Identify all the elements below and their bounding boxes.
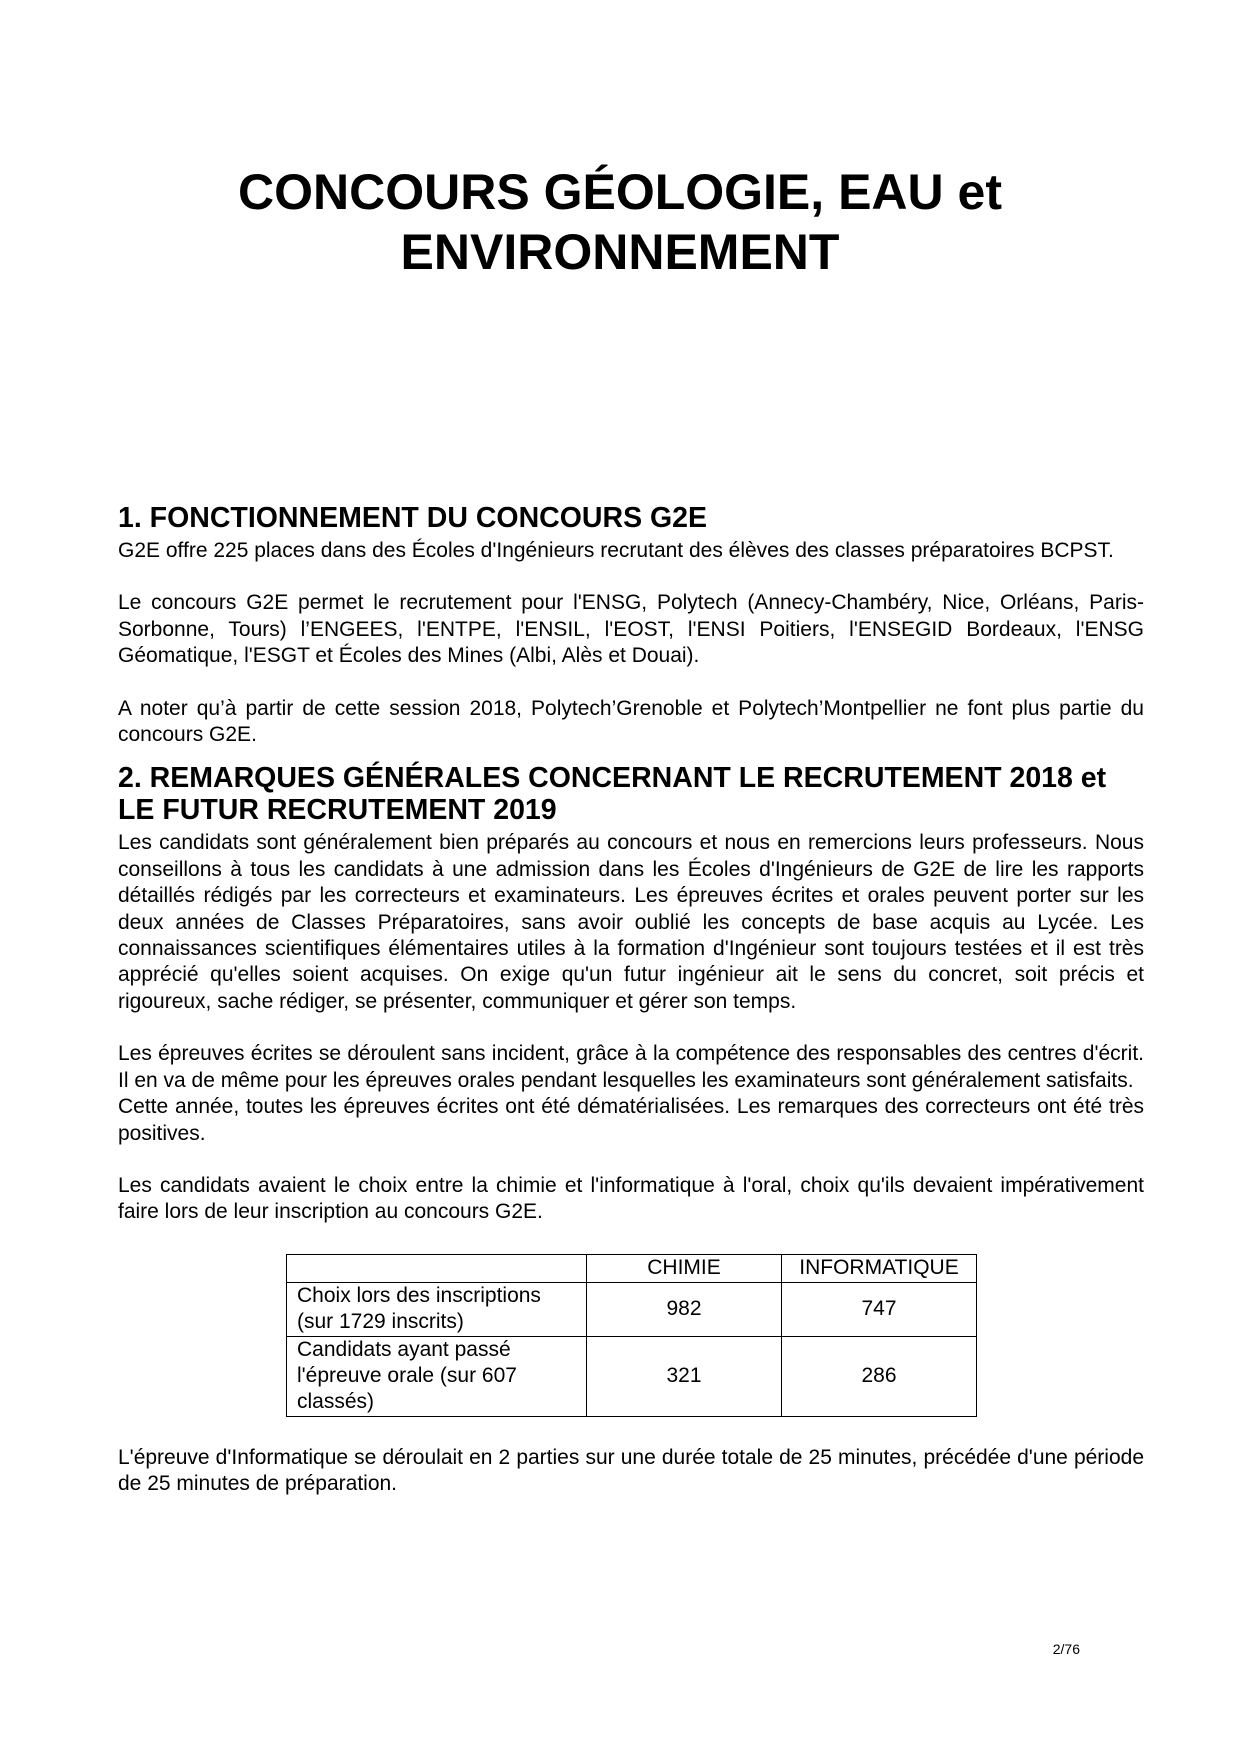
document-title — [150, 162, 1090, 282]
document-title-line-1: CONCOURS GÉOLOGIE, EAU et — [238, 164, 1002, 220]
section-1-heading: 1. FONCTIONNEMENT DU CONCOURS G2E — [118, 502, 708, 534]
section-1-paragraph-3: A noter qu’à partir de cette session 2018, Polytech’Grenoble et Polytech’Montpellier ne font plus partie du concours G2E. — [118, 696, 1144, 747]
table-row — [287, 1336, 977, 1416]
table-header-chimie: CHIMIE — [587, 1254, 782, 1282]
table-cell-chimie: 982 — [587, 1282, 782, 1336]
section-2-paragraph-2: Les épreuves écrites se déroulent sans incident, grâce à la compétence des responsables des centres d'écrit. Il en va de même pour les épreuves orales pendant lesquelles les examinateurs sont généralement satisfaits. — [118, 1042, 1144, 1092]
table-header-informatique: INFORMATIQUE — [782, 1254, 977, 1282]
section-2-closing-paragraph: L'épreuve d'Informatique se déroulait en 2 parties sur une durée totale de 25 minutes, précédée d'une période de 25 minutes de préparation. — [118, 1445, 1144, 1496]
section-2-paragraph-3: Cette année, toutes les épreuves écrites ont été dématérialisées. Les remarques des correcteurs ont été très positives. — [118, 1095, 1144, 1145]
document-body — [118, 502, 1144, 1498]
table-header-row — [287, 1254, 977, 1282]
section-2-paragraph-4: Les candidats avaient le choix entre la chimie et l'informatique à l'oral, choix qu'ils devaient impérativement faire lors de leur inscription au concours G2E. — [118, 1173, 1144, 1224]
table-header-cell-empty — [287, 1254, 587, 1282]
document-title-line-2: ENVIRONNEMENT — [400, 224, 840, 280]
table-row-label: Choix lors des inscriptions (sur 1729 inscrits) — [287, 1282, 587, 1336]
section-2-heading-line-2: LE FUTUR RECRUTEMENT 2019 — [118, 794, 557, 827]
table-cell-chimie: 321 — [587, 1336, 782, 1416]
table-cell-informatique: 286 — [782, 1336, 977, 1416]
section-2-heading — [118, 762, 1144, 826]
table-row — [287, 1282, 977, 1336]
section-2-heading-line-1: 2. REMARQUES GÉNÉRALES CONCERNANT LE RECRUTEMENT 2018 et — [118, 762, 1107, 795]
oral-choice-table-wrapper — [118, 1254, 1144, 1417]
table-row-label: Candidats ayant passé l'épreuve orale (sur 607 classés) — [287, 1336, 587, 1416]
section-2-paragraph-1: Les candidats sont généralement bien préparés au concours et nous en remercions leurs professeurs. Nous conseillons à tous les candidats à une admission dans les Écoles d'Ingénieurs de G2E de lire les rapports détaillés rédigés par les correcteurs et examinateurs. Les épreuves écrites et orales peuvent porter sur les deux années de Classes Préparatoires, sans avoir oublié les concepts de base acquis au Lycée. Les connaissances scientifiques élémentaires utiles à la formation d'Ingénieur sont toujours testées et il est très apprécié qu'elles soient acquises. On exige qu'un futur ingénieur ait le sens du concret, soit précis et rigoureux, sache rédiger, se présenter, communiquer et gérer son temps. — [118, 831, 1144, 1013]
section-1-paragraph-1: G2E offre 225 places dans des Écoles d'Ingénieurs recrutant des élèves des classes préparatoires BCPST. — [118, 539, 1114, 562]
section-1-paragraph-2: Le concours G2E permet le recrutement pour l'ENSG, Polytech (Annecy-Chambéry, Nice, Orléans, Paris-Sorbonne, Tours) l’ENGEES, l'ENTPE, l'ENSIL, l'EOST, l'ENSI Poitiers, l'ENSEGID Bordeaux, l'ENSG Géomatique, l'ESGT et Écoles des Mines (Albi, Alès et Douai). — [118, 591, 1144, 668]
table-cell-informatique: 747 — [782, 1282, 977, 1336]
oral-choice-table — [286, 1254, 977, 1417]
page-number: 2/76 — [1052, 1641, 1080, 1657]
